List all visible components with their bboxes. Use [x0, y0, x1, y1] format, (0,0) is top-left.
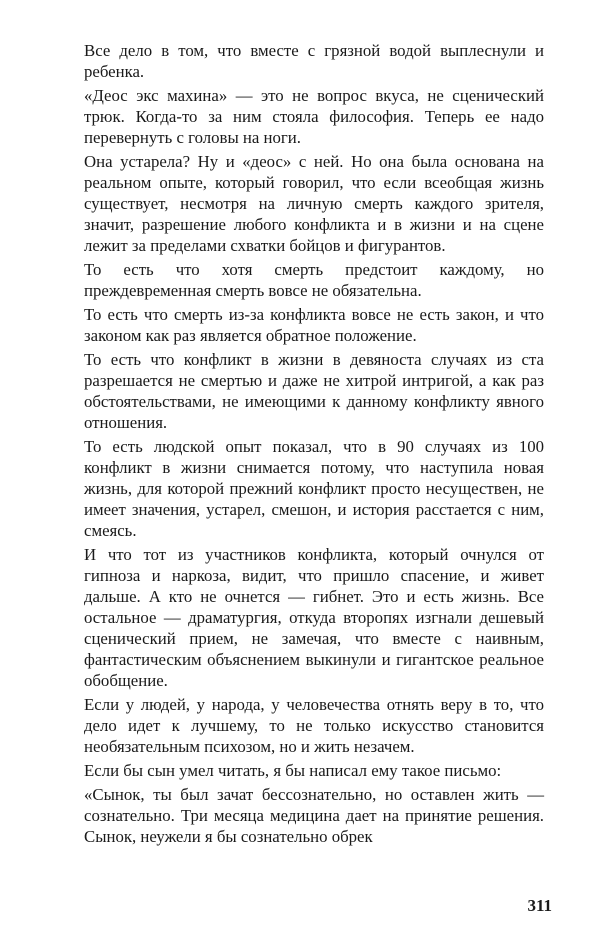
- paragraph-2: [84, 85, 544, 148]
- paragraph-text: Все дело в том, что вместе с грязной водой выплеснули и ребенка.: [84, 41, 544, 81]
- paragraph-3: [84, 151, 544, 256]
- paragraph-text: И что тот из участников конфликта, который очнулся от гипноза и наркоза, видит, что пришло спасение, и живет дальше. А кто не очнется — гибнет. Это и есть жизнь. Все остальное — драматургия, откуда второпях изгнали дешевый сценический прием, не замечая, что вместе с наивным, фантастическим объяснением выкинули и гигантское реальное обобщение.: [84, 545, 544, 690]
- paragraph-text: То есть что смерть из-за конфликта вовсе не есть закон, и что законом как раз является обратное положение.: [84, 305, 544, 345]
- paragraph-text: «Сынок, ты был зачат бессознательно, но оставлен жить — сознательно. Три месяца медицина дает на принятие решения. Сынок, неужели я бы сознательно обрек: [84, 785, 544, 846]
- paragraph-1: [84, 40, 544, 82]
- paragraph-10: [84, 760, 544, 781]
- page-body: [84, 40, 544, 850]
- paragraph-text: Если бы сын умел читать, я бы написал ему такое письмо:: [84, 761, 502, 780]
- paragraph-text: Если у людей, у народа, у человечества отнять веру в то, что дело идет к лучшему, то не только искусство становится необязательным психозом, но и жить незачем.: [84, 695, 544, 756]
- paragraph-5: [84, 304, 544, 346]
- paragraph-7: [84, 436, 544, 541]
- paragraph-4: [84, 259, 544, 301]
- paragraph-text: «Деос экс махина» — это не вопрос вкуса, не сценический трюк. Когда-то за ним стояла философия. Теперь ее надо перевернуть с головы на ноги.: [84, 86, 544, 147]
- paragraph-text: То есть что конфликт в жизни в девяноста случаях из ста разрешается не смертью и даже не хитрой интригой, а как раз обстоятельствами, не имеющими к данному конфликту явного отношения.: [84, 350, 544, 432]
- paragraph-9: [84, 694, 544, 757]
- paragraph-8: [84, 544, 544, 691]
- page-number: 311: [527, 896, 552, 915]
- paragraph-6: [84, 349, 544, 433]
- paragraph-text: То есть что хотя смерть предстоит каждому, но преждевременная смерть вовсе не обязательна.: [84, 260, 544, 300]
- paragraph-text: То есть людской опыт показал, что в 90 случаях из 100 конфликт в жизни снимается потому, что наступила новая жизнь, для которой прежний конфликт просто несуществен, не имеет значения, устарел, смешон, и история расстается с ним, смеясь.: [84, 437, 544, 540]
- paragraph-11: [84, 784, 544, 847]
- paragraph-text: Она устарела? Ну и «деос» с ней. Но она была основана на реальном опыте, который говорил, что если всеобщая жизнь существует, несмотря на личную смерть каждого зрителя, значит, разрешение любого конфликта и в жизни и на сцене лежит за пределами схватки бойцов и фигурантов.: [84, 152, 544, 255]
